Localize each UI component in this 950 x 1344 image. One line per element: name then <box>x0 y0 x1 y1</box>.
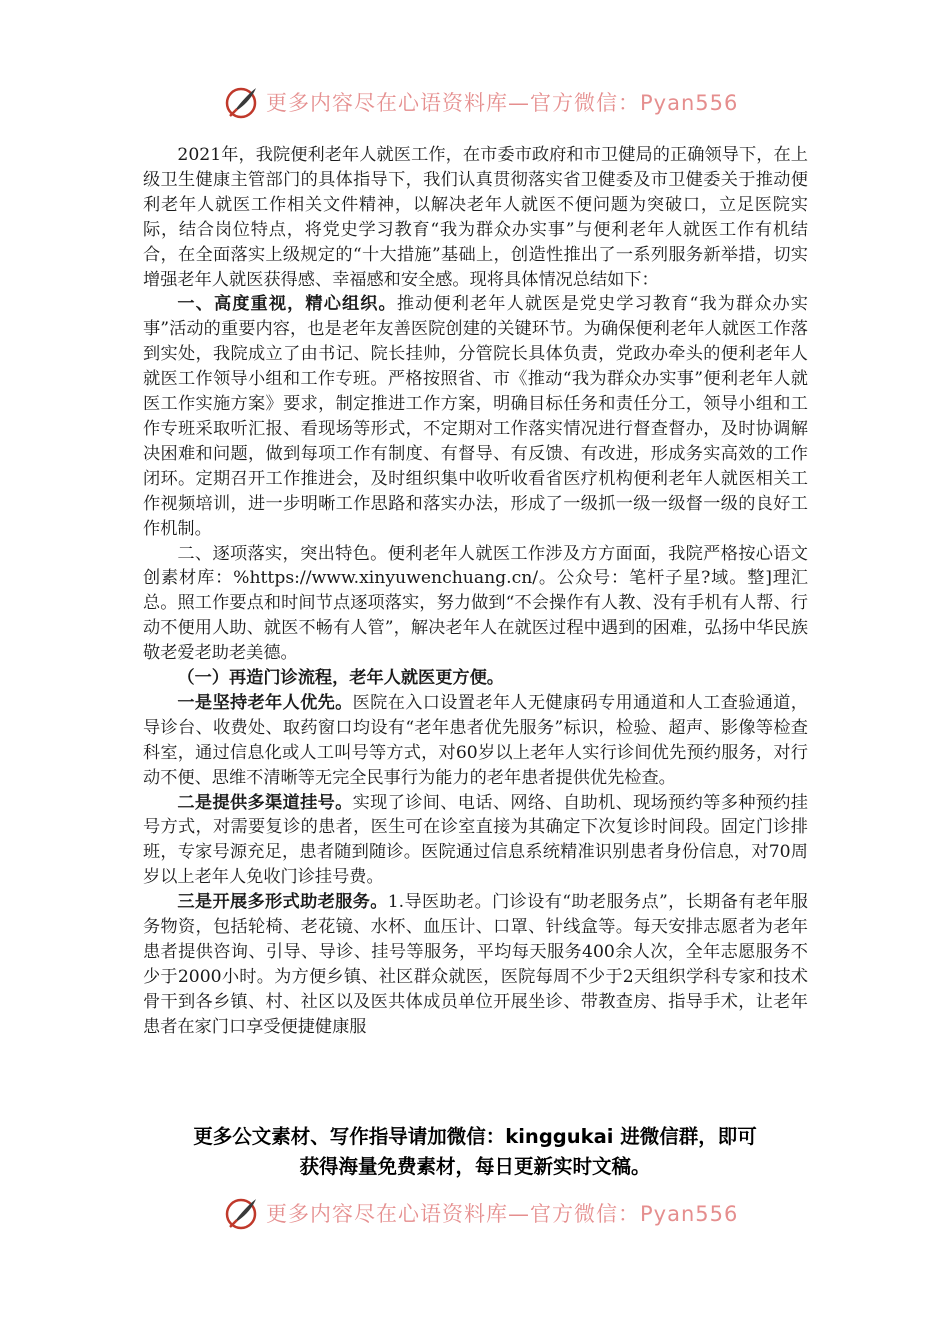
feather-pen-icon <box>224 1195 260 1231</box>
feather-pen-icon <box>224 84 260 120</box>
point-2-paragraph <box>143 791 808 891</box>
document-body <box>143 143 808 1040</box>
point-1-heading: 一是坚持老年人优先。 <box>177 692 353 713</box>
section-1-text: 推动便利老年人就医是党史学习教育“我为群众办实事”活动的重要内容，也是老年友善医院创建的关键环节。为确保便利老年人就医工作落到实处，我院成立了由书记、院长挂帅，分管院长具体负责，党政办牵头的便利老年人就医工作领导小组和工作专班。严格按照省、市《推动“我为群众办实事”便利老年人就医工作实施方案》要求，制定推进工作方案，明确目标任务和责任分工，领导小组和工作专班采取听汇报、看现场等形式，不定期对工作落实情况进行督查督办，及时协调解决困难和问题，做到每项工作有制度、有督导、有反馈、有改进，形成务实高效的工作闭环。定期召开工作推进会，及时组织集中收听收看省医疗机构便利老年人就医相关工作视频培训，进一步明晰工作思路和落实办法，形成了一级抓一级一级督一级的良好工作机制。 <box>143 294 808 539</box>
watermark-text: 更多内容尽在心语资料库—官方微信：Pyan556 <box>266 91 739 115</box>
promo-line-1: 更多公文素材、写作指导请加微信：kinggukai 进微信群，即可 <box>193 1125 757 1148</box>
intro-paragraph: 2021年，我院便利老年人就医工作，在市委市政府和市卫健局的正确领导下，在上级卫生健康主管部门的具体指导下，我们认真贯彻落实省卫健委及市卫健委关于推动便利老年人就医工作相关文件精神，以解决老年人就医不便问题为突破口，立足医院实际，结合岗位特点，将党史学习教育“我为群众办实事”与便利老年人就医工作有机结合，在全面落实上级规定的“十大措施”基础上，创造性推出了一系列服务新举措，切实增强老年人就医获得感、幸福感和安全感。现将具体情况总结如下： <box>143 145 808 290</box>
section-2-paragraph: 二、逐项落实，突出特色。便利老年人就医工作涉及方方面面，我院严格按心语文创素材库：%https://www.xinyuwenchuang.cn/。公众号：笔杆子星?域。整]理汇总。照工作要点和时间节点逐项落实，努力做到“不会操作有人教、没有手机有人帮、行动不便用人助、就医不畅有人管”，解决老年人在就医过程中遇到的困难，弘扬中华民族敬老爱老助老美德。 <box>143 543 808 664</box>
point-1-paragraph <box>143 691 808 791</box>
point-2-text: 实现了诊间、电话、网络、自助机、现场预约等多种预约挂号方式，对需要复诊的患者，医生可在诊室直接为其确定下次复诊时间段。固定门诊排班，专家号源充足，患者随到随诊。医院通过信息系统精准识别患者身份信息，对70周岁以上老年人免收门诊挂号费。 <box>143 792 808 888</box>
point-1-text: 医院在入口设置老年人无健康码专用通道和人工查验通道，导诊台、收费处、取药窗口均设有“老年患者优先服务”标识，检验、超声、影像等检查科室，通过信息化或人工叫号等方式，对60岁以上老年人实行诊间优先预约服务，对行动不便、思维不清晰等无完全民事行为能力的老年患者提供优先检查。 <box>143 692 808 788</box>
watermark-banner-bottom <box>224 1193 738 1233</box>
section-1-heading: 一、高度重视，精心组织。 <box>177 294 397 315</box>
point-2-heading: 二是提供多渠道挂号。 <box>177 792 353 813</box>
point-3-paragraph <box>143 890 808 1039</box>
subsection-1-heading-paragraph <box>143 666 808 691</box>
section-1-paragraph <box>143 292 808 541</box>
subsection-1-heading: （一）再造门诊流程，老年人就医更方便。 <box>177 668 504 689</box>
watermark-banner-top <box>224 82 738 122</box>
point-3-heading: 三是开展多形式助老服务。 <box>177 892 388 913</box>
promo-notice <box>100 1122 850 1182</box>
promo-line-2: 获得海量免费素材，每日更新实时文稿。 <box>299 1155 651 1178</box>
watermark-text: 更多内容尽在心语资料库—官方微信：Pyan556 <box>266 1202 739 1226</box>
point-3-text: 1.导医助老。门诊设有“助老服务点”，长期备有老年服务物资，包括轮椅、老花镜、水杯、血压计、口罩、针线盒等。每天安排志愿者为老年患者提供咨询、引导、导诊、挂号等服务，平均每天服务400余人次，全年志愿服务不少于2000小时。为方便乡镇、社区群众就医，医院每周不少于2天组织学科专家和技术骨干到各乡镇、村、社区以及医共体成员单位开展坐诊、带教查房、指导手术，让老年患者在家门口享受便捷健康服 <box>143 892 808 1037</box>
